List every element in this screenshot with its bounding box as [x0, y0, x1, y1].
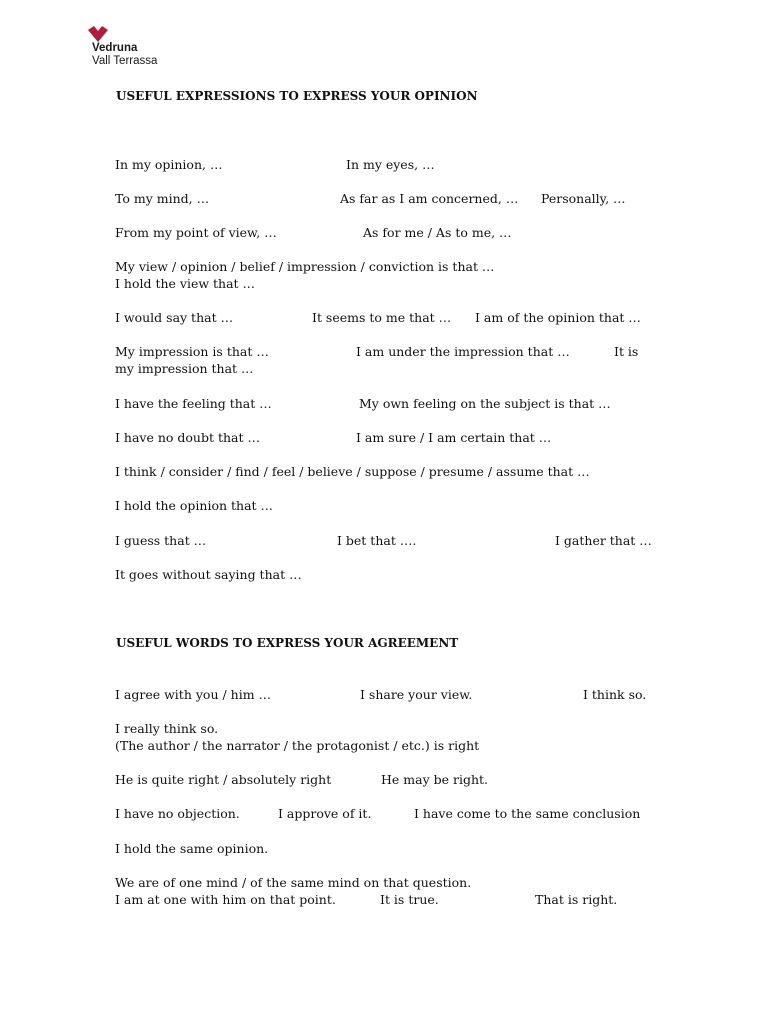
agreement-phrase: I have come to the same conclusion [414, 806, 641, 821]
opinion-phrase: I bet that …. [337, 533, 417, 548]
opinion-phrase: I have the feeling that … [115, 396, 272, 411]
agreement-phrase: I agree with you / him … [115, 687, 272, 702]
opinion-phrase: From my point of view, … [115, 225, 277, 240]
agreement-phrase: That is right. [535, 892, 618, 907]
agreement-phrase: I share your view. [360, 687, 473, 702]
opinion-phrase: In my eyes, … [346, 157, 435, 172]
opinion-phrase: In my opinion, … [115, 157, 223, 172]
opinion-phrase: Personally, … [541, 191, 626, 206]
agreement-phrase: It is true. [380, 892, 439, 907]
opinion-phrase: It goes without saying that … [115, 567, 302, 582]
opinion-phrase: I hold the view that … [115, 276, 256, 291]
agreement-phrase: (The author / the narrator / the protagonist / etc.) is right [115, 738, 480, 753]
opinion-phrase: My view / opinion / belief / impression / conviction is that … [115, 259, 495, 274]
opinion-phrase: I gather that … [555, 533, 652, 548]
agreement-phrase: He is quite right / absolutely right [115, 772, 332, 787]
opinion-phrase: I guess that … [115, 533, 207, 548]
logo-name: Vedruna [92, 42, 138, 54]
opinion-phrase: I would say that … [115, 310, 234, 325]
opinion-phrase: My impression is that … [115, 344, 269, 359]
opinion-phrase: I am of the opinion that … [475, 310, 641, 325]
opinion-phrase: It seems to me that … [312, 310, 452, 325]
opinion-phrase: My own feeling on the subject is that … [359, 396, 611, 411]
logo-subtitle: Vall Terrassa [92, 55, 158, 67]
opinion-phrase: I think / consider / find / feel / believe / suppose / presume / assume that … [115, 464, 590, 479]
opinion-phrase: my impression that … [115, 361, 254, 376]
agreement-phrase: I think so. [583, 687, 647, 702]
agreement-phrase: I really think so. [115, 721, 219, 736]
agreement-section-title: USEFUL WORDS TO EXPRESS YOUR AGREEMENT [116, 636, 459, 650]
logo-heart-icon [86, 25, 110, 43]
opinion-section-title: USEFUL EXPRESSIONS TO EXPRESS YOUR OPINION [116, 89, 478, 103]
agreement-phrase: I am at one with him on that point. [115, 892, 336, 907]
opinion-phrase: As far as I am concerned, … [340, 191, 519, 206]
opinion-phrase: I am under the impression that … [356, 344, 570, 359]
agreement-phrase: We are of one mind / of the same mind on that question. [115, 875, 472, 890]
opinion-phrase: To my mind, … [115, 191, 210, 206]
opinion-phrase: It is [614, 344, 639, 359]
agreement-phrase: He may be right. [381, 772, 489, 787]
opinion-phrase: I am sure / I am certain that … [356, 430, 552, 445]
agreement-phrase: I have no objection. [115, 806, 240, 821]
agreement-phrase: I approve of it. [278, 806, 372, 821]
opinion-phrase: As for me / As to me, … [363, 225, 512, 240]
agreement-phrase: I hold the same opinion. [115, 841, 269, 856]
opinion-phrase: I hold the opinion that … [115, 498, 274, 513]
opinion-phrase: I have no doubt that … [115, 430, 260, 445]
